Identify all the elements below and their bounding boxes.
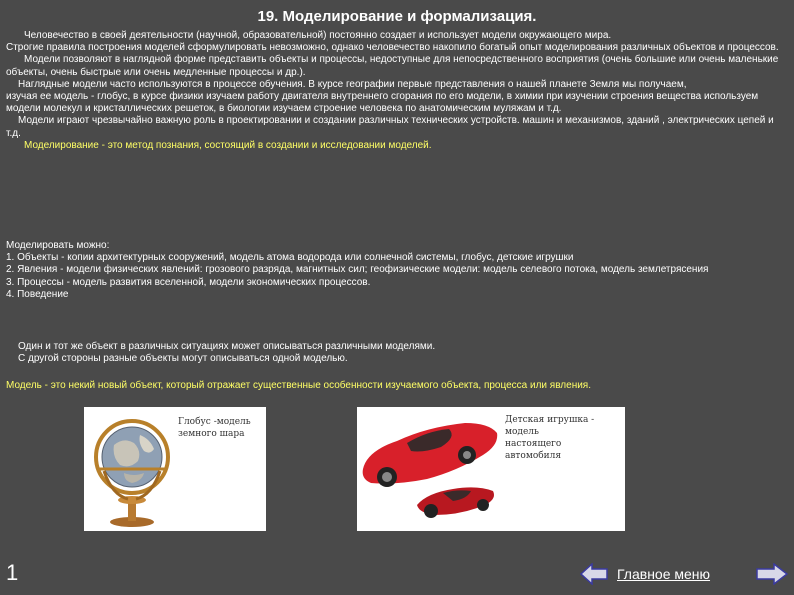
- car-caption-line-4: автомобиля: [505, 451, 562, 461]
- modeling-list: [6, 240, 786, 301]
- main-menu-link[interactable]: Главное меню: [617, 566, 711, 582]
- intro-paragraph-1: Человечество в своей деятельности (научной, образовательной) постоянно создает и использует модели окружающего мира.: [24, 30, 612, 41]
- intro-text: [6, 30, 786, 152]
- intro-paragraph-1b: Строгие правила построения моделей сформулировать невозможно, однако человечество накопило богатый опыт моделирования различных объектов и процессов.: [6, 42, 779, 54]
- car-caption-line-2: модель: [505, 427, 539, 437]
- globe-image-panel: [84, 407, 266, 531]
- list-item: 1. Объекты - копии архитектурных сооружений, модель атома водорода или солнечной системы, глобус, детские игрушки: [6, 252, 574, 264]
- globe-caption-line-2: земного шара: [178, 429, 245, 439]
- list-item: 4. Поведение: [6, 288, 69, 300]
- intro-paragraph-3b: изучая ее модель - глобус, в курсе физики изучаем работу двигателя внутреннего сгорания по его модели, в химии при изучении строения вещества используем модели молекул и кристаллических решеток, в биологии изучаем строение человека по анатомическим муляжам и т.д.: [6, 91, 759, 115]
- car-caption-line-1: Детская игрушка -: [505, 415, 595, 425]
- list-item: 3. Процессы - модель развития вселенной, модели экономических процессов.: [6, 276, 371, 288]
- list-heading: Моделировать можно:: [6, 240, 110, 251]
- note-text: [6, 341, 786, 365]
- note-line-1: Один и тот же объект в различных ситуациях может описываться различными моделями.: [18, 341, 436, 352]
- forward-arrow-icon[interactable]: [756, 563, 788, 585]
- car-image-panel: [357, 407, 625, 531]
- toy-car-picture: [357, 407, 507, 531]
- page-title: 19. Моделирование и формализация.: [257, 8, 537, 25]
- intro-paragraph-2: Модели позволяют в наглядной форме представить объекты и процессы, недоступные для непосредственного восприятия (очень большие или очень маленькие объекты, очень быстрые или очень медленные процессы и др.).: [6, 54, 779, 78]
- note-line-2: С другой стороны разные объекты могут описываться одной моделью.: [18, 353, 348, 365]
- list-item: 2. Явления - модели физических явлений: грозового разряда, магнитных сил; геофизические модели: модель селевого потока, модель землетрясения: [6, 264, 709, 276]
- globe-caption-line-1: Глобус -модель: [178, 417, 251, 427]
- globe-picture: [84, 407, 179, 531]
- modeling-definition: Моделирование - это метод познания, состоящий в создании и исследовании моделей.: [24, 139, 432, 151]
- page-number: 1: [6, 560, 19, 585]
- intro-paragraph-4: Модели играют чрезвычайно важную роль в проектировании и создании различных технических устройств. машин и механизмов, зданий , электрических цепей и т.д.: [6, 115, 774, 139]
- intro-paragraph-3: Наглядные модели часто используются в процессе обучения. В курсе географии первые представления о нашей планете Земля мы получаем,: [18, 78, 687, 90]
- car-caption-line-3: настоящего: [505, 439, 562, 449]
- back-arrow-icon[interactable]: [580, 563, 608, 585]
- model-definition: Модель - это некий новый объект, который отражает существенные особенности изучаемого объекта, процесса или явления.: [6, 380, 591, 391]
